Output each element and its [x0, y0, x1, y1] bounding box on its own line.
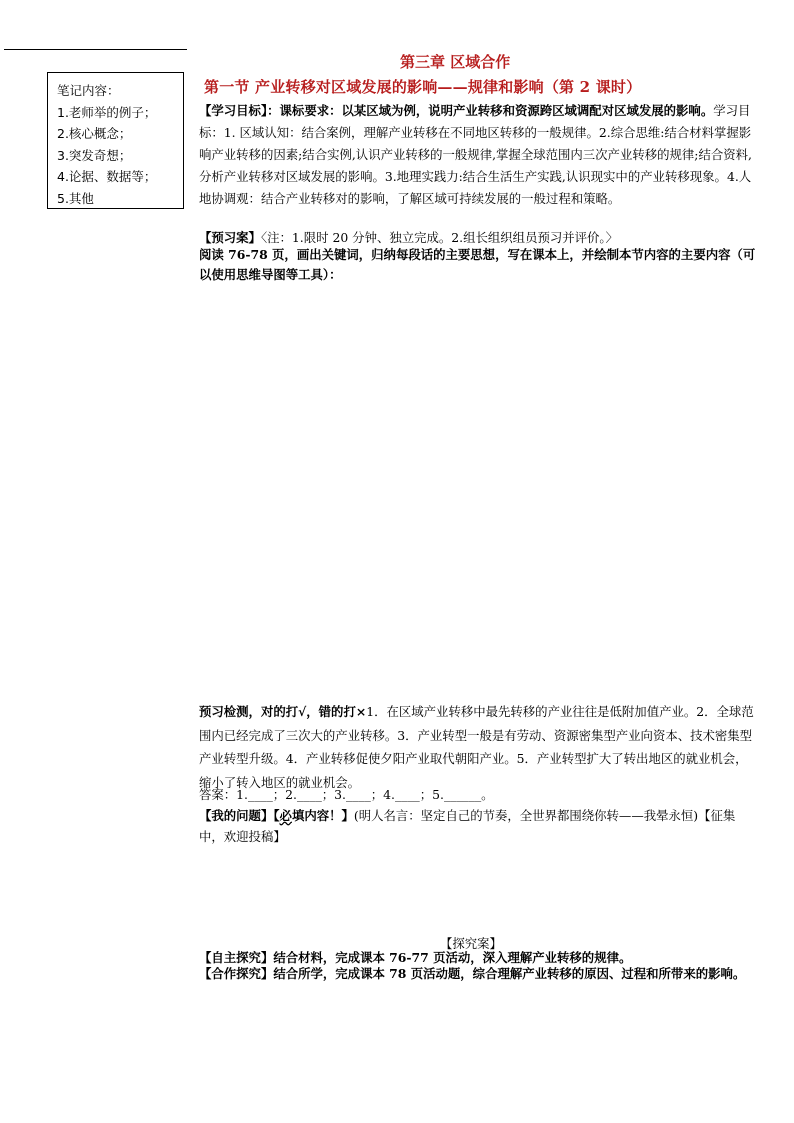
notes-title: 笔记内容： [57, 83, 120, 98]
preview-check [199, 700, 759, 794]
question-quote: (明人名言：坚定自己的节奏，全世界都围绕你转——我晕永恒) [353, 808, 699, 823]
self-explore-label: 【自主探究】 [199, 950, 274, 965]
goals-label: 【学习目标】 [199, 103, 268, 118]
learning-goals [199, 100, 759, 210]
question-tag-rest: 填内容！】 [291, 808, 354, 823]
coop-explore [199, 966, 759, 983]
notes-item: 5.其他 [57, 190, 94, 206]
self-explore-text: 结合材料，完成课本 76-77 页活动，深入理解产业转移的规律。 [273, 950, 632, 965]
check-body: 1．在区域产业转移中最先转移的产业往往是低附加值产业。2．全球范围内已经完成了三次大的产业转移。3．产业转型一般是有劳动、资源密集型产业向资本、技术密集型产业转型升级。4．产业转移促使夕阳产业取代朝阳产业。5．产业转型扩大了转出地区的就业机会，缩小了转入地区的就业机会。 [199, 704, 754, 790]
chapter-title: 第三章 区域合作 [400, 53, 511, 71]
answer-line: 答案：1.____；2.____；3.____；4.____；5.______。 [199, 787, 494, 802]
check-label: 预习检测，对的打√，错的打× [199, 704, 367, 719]
my-question [199, 805, 759, 847]
notes-item: 3.突发奇想； [57, 147, 132, 163]
goals-lead: ：课标要求：以某区域为例，说明产业转移和资源跨区域调配对区域发展的影响。 [267, 103, 714, 118]
section-title: 第一节 产业转移对区域发展的影响——规律和影响（第 2 课时） [204, 78, 642, 96]
notes-item: 1.老师举的例子； [57, 104, 157, 120]
coop-explore-text: 结合所学，完成课本 78 页活动题，综合理解产业转移的原因、过程和所带来的影响。 [273, 966, 746, 981]
reading-instruction: 阅读 76-78 页，画出关键词，归纳每段话的主要思想，写在课本上，并绘制本节内容的主要内容（可以使用思维导图等工具）： [199, 247, 756, 282]
question-tag-open: 【 [273, 808, 280, 823]
top-rule [4, 49, 187, 50]
question-collect: 【征集中，欢迎投稿】 [199, 808, 736, 844]
question-label: 【我的问题】 [199, 808, 274, 823]
notes-item: 2.核心概念； [57, 126, 132, 141]
question-tag-must: 必 [279, 808, 292, 823]
notes-item: 4.论据、数据等； [57, 169, 157, 184]
preview-label: 【预习案】 [199, 230, 261, 245]
preview-note: 〈注：1.限时 20 分钟、独立完成。2.组长组织组员预习并评价。〉 [260, 230, 618, 245]
coop-explore-label: 【合作探究】 [199, 966, 274, 981]
notes-box [47, 72, 184, 209]
self-explore [199, 949, 759, 966]
goals-body: 学习目标：1. 区域认知：结合案例，理解产业转移在不同地区转移的一般规律。2.综合思维:结合材料掌握影响产业转移的因素;结合实例,认识产业转移的一般规律,掌握全球范围内三次产业转移的规律;结合资料,分析产业转移对区域发展的影响。3.地理实践力:结合生活生产实践,认识现实中的产业转移现象。4.人地协调观：结合产业转移对的影响，了解区域可持续发展的一般过程和策略。 [199, 103, 752, 206]
explore-title: 【探究案】 [440, 936, 502, 951]
